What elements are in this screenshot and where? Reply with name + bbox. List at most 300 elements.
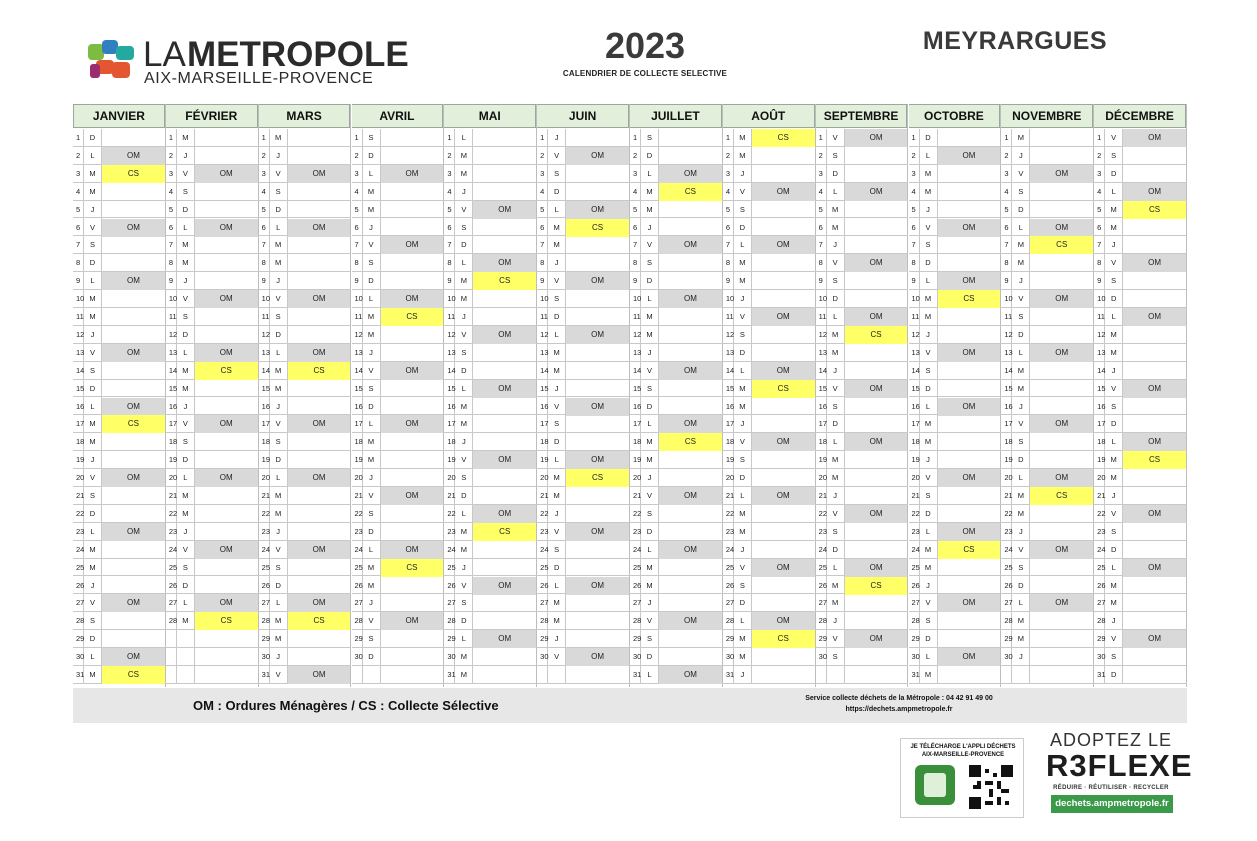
day-number: 8 xyxy=(630,254,641,272)
weekday-letter: L xyxy=(455,129,473,147)
weekday-letter: L xyxy=(455,630,473,648)
day-number: 22 xyxy=(1001,505,1012,523)
day-number: 11 xyxy=(816,308,827,326)
day-row xyxy=(352,433,445,451)
day-number: 27 xyxy=(537,594,548,612)
collection-empty xyxy=(1123,362,1186,380)
collection-badge: CS xyxy=(288,362,351,380)
day-number: 21 xyxy=(166,487,177,505)
collection-empty xyxy=(473,219,536,237)
day-number: 16 xyxy=(444,398,455,416)
weekday-letter: M xyxy=(827,451,845,469)
weekday-letter: M xyxy=(363,451,381,469)
collection-empty xyxy=(752,451,815,469)
day-row xyxy=(1094,648,1187,666)
day-number: 28 xyxy=(352,612,363,630)
day-number: 18 xyxy=(1094,433,1105,451)
day-number: 13 xyxy=(816,344,827,362)
collection-empty xyxy=(1123,523,1186,541)
collection-empty xyxy=(938,380,1001,398)
weekday-letter: L xyxy=(1012,469,1030,487)
page-subtitle: CALENDRIER DE COLLECTE SELECTIVE xyxy=(562,69,728,78)
day-number: 5 xyxy=(444,201,455,219)
weekday-letter: M xyxy=(270,380,288,398)
day-number: 29 xyxy=(723,630,734,648)
weekday-letter: S xyxy=(1105,523,1123,541)
collection-empty xyxy=(566,630,629,648)
weekday-letter: S xyxy=(641,380,659,398)
collection-empty xyxy=(845,147,908,165)
day-number: 5 xyxy=(630,201,641,219)
day-row xyxy=(166,594,259,612)
day-number: 6 xyxy=(537,219,548,237)
weekday-letter: M xyxy=(827,469,845,487)
collection-empty xyxy=(102,129,165,147)
day-number: 4 xyxy=(723,183,734,201)
day-row xyxy=(537,541,630,559)
day-number: 24 xyxy=(723,541,734,559)
day-row xyxy=(1001,290,1094,308)
collection-empty xyxy=(288,523,351,541)
collection-badge: CS xyxy=(938,290,1001,308)
collection-empty xyxy=(102,577,165,595)
collection-empty xyxy=(1123,398,1186,416)
collection-badge: OM xyxy=(195,415,258,433)
weekday-letter: D xyxy=(1105,415,1123,433)
day-row xyxy=(352,344,445,362)
day-row xyxy=(816,272,909,290)
empty-cell xyxy=(166,630,177,648)
weekday-letter: S xyxy=(920,612,938,630)
day-row xyxy=(73,308,166,326)
day-number: 4 xyxy=(352,183,363,201)
day-number: 3 xyxy=(1094,165,1105,183)
collection-empty xyxy=(195,398,258,416)
day-number: 18 xyxy=(259,433,270,451)
weekday-letter: V xyxy=(455,326,473,344)
collection-empty xyxy=(845,523,908,541)
day-number: 2 xyxy=(723,147,734,165)
weekday-letter: J xyxy=(363,594,381,612)
day-number: 17 xyxy=(630,415,641,433)
weekday-letter: M xyxy=(641,433,659,451)
weekday-letter: D xyxy=(548,183,566,201)
collection-badge: OM xyxy=(381,165,444,183)
collection-empty xyxy=(1123,648,1186,666)
weekday-letter: D xyxy=(1012,451,1030,469)
weekday-letter: S xyxy=(548,290,566,308)
day-number: 13 xyxy=(166,344,177,362)
weekday-letter: M xyxy=(1105,469,1123,487)
collection-empty xyxy=(473,165,536,183)
weekday-letter: J xyxy=(270,147,288,165)
weekday-letter: J xyxy=(84,577,102,595)
collection-badge: OM xyxy=(659,415,722,433)
day-row xyxy=(537,326,630,344)
day-number: 28 xyxy=(73,612,84,630)
weekday-letter: S xyxy=(177,559,195,577)
collection-badge: OM xyxy=(288,594,351,612)
day-number: 16 xyxy=(909,398,920,416)
app-icon xyxy=(915,765,955,805)
day-number: 30 xyxy=(259,648,270,666)
day-row xyxy=(723,594,816,612)
collection-badge: OM xyxy=(1123,183,1186,201)
day-number: 15 xyxy=(73,380,84,398)
month-column xyxy=(816,104,909,687)
weekday-letter: S xyxy=(1105,398,1123,416)
day-row xyxy=(909,612,1002,630)
collection-empty xyxy=(1123,415,1186,433)
day-number: 12 xyxy=(909,326,920,344)
day-number: 29 xyxy=(816,630,827,648)
day-number: 26 xyxy=(352,577,363,595)
day-row xyxy=(630,648,723,666)
collection-empty xyxy=(938,630,1001,648)
collection-empty xyxy=(381,183,444,201)
weekday-letter: D xyxy=(455,236,473,254)
day-row xyxy=(723,487,816,505)
weekday-letter: M xyxy=(1105,451,1123,469)
collection-empty xyxy=(1123,326,1186,344)
weekday-letter: M xyxy=(84,541,102,559)
day-number: 22 xyxy=(537,505,548,523)
weekday-letter: S xyxy=(548,541,566,559)
collection-empty xyxy=(381,469,444,487)
collection-empty xyxy=(288,147,351,165)
weekday-letter: D xyxy=(734,469,752,487)
day-row xyxy=(1094,594,1187,612)
day-row xyxy=(723,236,816,254)
weekday-letter: J xyxy=(548,630,566,648)
day-row xyxy=(723,308,816,326)
day-number: 14 xyxy=(816,362,827,380)
collection-badge: OM xyxy=(1030,415,1093,433)
weekday-letter: M xyxy=(920,290,938,308)
day-row xyxy=(723,523,816,541)
collection-empty xyxy=(845,236,908,254)
day-number: 2 xyxy=(1001,147,1012,165)
collection-badge: OM xyxy=(566,451,629,469)
weekday-letter: V xyxy=(270,415,288,433)
collection-empty xyxy=(473,147,536,165)
month-column xyxy=(352,104,445,687)
day-row xyxy=(816,433,909,451)
collection-badge: CS xyxy=(752,630,815,648)
day-row xyxy=(723,272,816,290)
collection-empty xyxy=(473,362,536,380)
day-row xyxy=(537,612,630,630)
empty-cell xyxy=(816,666,827,684)
collection-badge: OM xyxy=(659,612,722,630)
day-row xyxy=(723,577,816,595)
collection-empty xyxy=(845,272,908,290)
empty-cell xyxy=(1001,666,1012,684)
day-number: 1 xyxy=(1001,129,1012,147)
day-number: 16 xyxy=(1094,398,1105,416)
day-number: 11 xyxy=(73,308,84,326)
day-number: 8 xyxy=(73,254,84,272)
weekday-letter: L xyxy=(455,380,473,398)
collection-empty xyxy=(659,326,722,344)
weekday-letter: J xyxy=(827,612,845,630)
weekday-letter: S xyxy=(270,559,288,577)
day-row xyxy=(1094,630,1187,648)
weekday-letter: M xyxy=(177,254,195,272)
collection-badge: OM xyxy=(845,183,908,201)
day-row xyxy=(537,505,630,523)
collection-empty xyxy=(566,290,629,308)
collection-empty xyxy=(195,147,258,165)
weekday-letter: D xyxy=(641,272,659,290)
collection-badge: OM xyxy=(845,129,908,147)
collection-empty xyxy=(659,559,722,577)
day-row xyxy=(352,165,445,183)
day-number: 18 xyxy=(630,433,641,451)
collection-empty xyxy=(102,380,165,398)
collection-badge: OM xyxy=(659,487,722,505)
day-number: 9 xyxy=(630,272,641,290)
weekday-letter: S xyxy=(270,308,288,326)
day-number: 3 xyxy=(723,165,734,183)
day-row xyxy=(444,380,537,398)
day-number: 1 xyxy=(909,129,920,147)
day-row xyxy=(444,433,537,451)
weekday-letter: M xyxy=(920,433,938,451)
collection-badge: OM xyxy=(473,326,536,344)
day-row xyxy=(909,326,1002,344)
collection-badge: OM xyxy=(938,594,1001,612)
collection-empty xyxy=(195,523,258,541)
day-row xyxy=(723,147,816,165)
day-number: 12 xyxy=(630,326,641,344)
day-number: 23 xyxy=(816,523,827,541)
weekday-letter: J xyxy=(84,201,102,219)
day-number: 30 xyxy=(723,648,734,666)
month-column xyxy=(1094,104,1187,687)
weekday-letter: D xyxy=(363,648,381,666)
weekday-letter: M xyxy=(84,666,102,684)
service-url-link[interactable]: https://dechets.ampmetropole.fr xyxy=(845,706,953,713)
day-number: 6 xyxy=(630,219,641,237)
day-number: 8 xyxy=(259,254,270,272)
day-row xyxy=(259,523,352,541)
day-number: 6 xyxy=(259,219,270,237)
day-row xyxy=(166,183,259,201)
day-row xyxy=(630,666,723,684)
day-number: 21 xyxy=(537,487,548,505)
day-row xyxy=(630,398,723,416)
day-number: 5 xyxy=(816,201,827,219)
weekday-letter: S xyxy=(734,326,752,344)
weekday-letter: M xyxy=(363,559,381,577)
month-column xyxy=(537,104,630,687)
day-number: 17 xyxy=(723,415,734,433)
collection-empty xyxy=(1123,236,1186,254)
weekday-letter: S xyxy=(84,487,102,505)
collection-empty xyxy=(102,630,165,648)
weekday-letter: M xyxy=(1105,577,1123,595)
day-number: 21 xyxy=(259,487,270,505)
weekday-letter: S xyxy=(1105,272,1123,290)
collection-empty xyxy=(381,594,444,612)
collection-empty xyxy=(752,165,815,183)
weekday-letter: V xyxy=(1105,129,1123,147)
collection-empty xyxy=(1030,183,1093,201)
day-number: 28 xyxy=(1001,612,1012,630)
page-title-year: 2023 xyxy=(604,25,686,66)
day-row xyxy=(259,612,352,630)
day-row xyxy=(166,577,259,595)
day-number: 26 xyxy=(816,577,827,595)
day-row xyxy=(1001,219,1094,237)
collection-empty xyxy=(195,308,258,326)
collection-badge: CS xyxy=(381,559,444,577)
day-row xyxy=(352,380,445,398)
day-number: 1 xyxy=(73,129,84,147)
day-number: 25 xyxy=(259,559,270,577)
day-row xyxy=(537,129,630,147)
day-number: 23 xyxy=(909,523,920,541)
collection-badge: OM xyxy=(659,290,722,308)
day-number: 30 xyxy=(352,648,363,666)
weekday-letter: D xyxy=(641,147,659,165)
day-row xyxy=(444,505,537,523)
day-number: 24 xyxy=(630,541,641,559)
collection-empty xyxy=(473,433,536,451)
day-number: 14 xyxy=(1094,362,1105,380)
weekday-letter: M xyxy=(1105,219,1123,237)
collection-badge: OM xyxy=(381,362,444,380)
day-number: 21 xyxy=(444,487,455,505)
day-row xyxy=(1001,147,1094,165)
day-row xyxy=(352,272,445,290)
day-number: 8 xyxy=(723,254,734,272)
weekday-letter: D xyxy=(920,380,938,398)
day-number: 10 xyxy=(630,290,641,308)
collection-empty xyxy=(938,666,1001,684)
day-number: 15 xyxy=(259,380,270,398)
day-row xyxy=(166,254,259,272)
reflexe-campaign xyxy=(1046,730,1193,820)
day-row xyxy=(352,451,445,469)
collection-empty xyxy=(845,451,908,469)
reflexe-tagline: RÉDUIRE · RÉUTILISER · RECYCLER xyxy=(1053,785,1169,791)
weekday-letter: M xyxy=(1105,344,1123,362)
weekday-letter: L xyxy=(1105,308,1123,326)
collection-badge: OM xyxy=(102,594,165,612)
weekday-letter: V xyxy=(363,487,381,505)
day-number: 24 xyxy=(259,541,270,559)
day-number: 14 xyxy=(73,362,84,380)
collection-empty xyxy=(195,272,258,290)
day-row xyxy=(723,630,816,648)
collection-empty xyxy=(473,236,536,254)
day-row xyxy=(816,505,909,523)
day-row xyxy=(444,541,537,559)
day-number: 10 xyxy=(1094,290,1105,308)
weekday-letter: J xyxy=(1105,612,1123,630)
weekday-letter: M xyxy=(548,236,566,254)
day-row xyxy=(444,469,537,487)
day-row xyxy=(1001,129,1094,147)
day-row xyxy=(352,523,445,541)
collection-badge: OM xyxy=(938,147,1001,165)
day-row xyxy=(909,487,1002,505)
weekday-letter: J xyxy=(363,219,381,237)
day-row xyxy=(1094,272,1187,290)
weekday-letter: S xyxy=(920,236,938,254)
collection-empty xyxy=(659,505,722,523)
app-download-box[interactable] xyxy=(900,738,1024,818)
day-number: 29 xyxy=(1094,630,1105,648)
weekday-letter: V xyxy=(363,236,381,254)
collection-empty xyxy=(195,183,258,201)
day-row xyxy=(259,219,352,237)
day-row xyxy=(73,326,166,344)
collection-empty xyxy=(1030,433,1093,451)
day-row xyxy=(537,469,630,487)
collection-badge: CS xyxy=(566,219,629,237)
collection-badge: OM xyxy=(288,666,351,684)
weekday-letter: M xyxy=(84,183,102,201)
day-number: 15 xyxy=(909,380,920,398)
day-number: 9 xyxy=(166,272,177,290)
day-row xyxy=(444,630,537,648)
weekday-letter: L xyxy=(920,398,938,416)
day-number: 14 xyxy=(259,362,270,380)
weekday-letter: D xyxy=(363,398,381,416)
reflexe-url-link[interactable]: dechets.ampmetropole.fr xyxy=(1051,795,1173,813)
day-row xyxy=(1094,219,1187,237)
day-row xyxy=(73,380,166,398)
weekday-letter: M xyxy=(827,219,845,237)
collection-empty xyxy=(659,380,722,398)
day-row xyxy=(723,433,816,451)
day-number: 6 xyxy=(723,219,734,237)
day-row xyxy=(73,183,166,201)
day-number: 14 xyxy=(909,362,920,380)
weekday-letter: J xyxy=(548,129,566,147)
collection-empty xyxy=(1030,505,1093,523)
day-row xyxy=(816,541,909,559)
day-row xyxy=(1094,451,1187,469)
collection-empty xyxy=(195,236,258,254)
day-number: 9 xyxy=(73,272,84,290)
app-title-line1: JE TÉLÉCHARGE L'APPLI DÉCHETS xyxy=(910,744,1016,750)
weekday-letter: V xyxy=(363,612,381,630)
weekday-letter: V xyxy=(177,415,195,433)
day-number: 7 xyxy=(1001,236,1012,254)
day-row xyxy=(352,505,445,523)
weekday-letter: D xyxy=(734,219,752,237)
empty-cell xyxy=(177,630,195,648)
collection-empty xyxy=(659,398,722,416)
weekday-letter: M xyxy=(1012,129,1030,147)
day-row xyxy=(352,183,445,201)
collection-badge: OM xyxy=(1123,559,1186,577)
collection-badge: OM xyxy=(288,165,351,183)
day-row xyxy=(723,559,816,577)
day-number: 19 xyxy=(1001,451,1012,469)
weekday-letter: J xyxy=(270,648,288,666)
day-row xyxy=(73,577,166,595)
collection-empty xyxy=(1123,541,1186,559)
day-number: 26 xyxy=(1094,577,1105,595)
day-number: 18 xyxy=(73,433,84,451)
day-number: 9 xyxy=(259,272,270,290)
weekday-letter: D xyxy=(455,362,473,380)
